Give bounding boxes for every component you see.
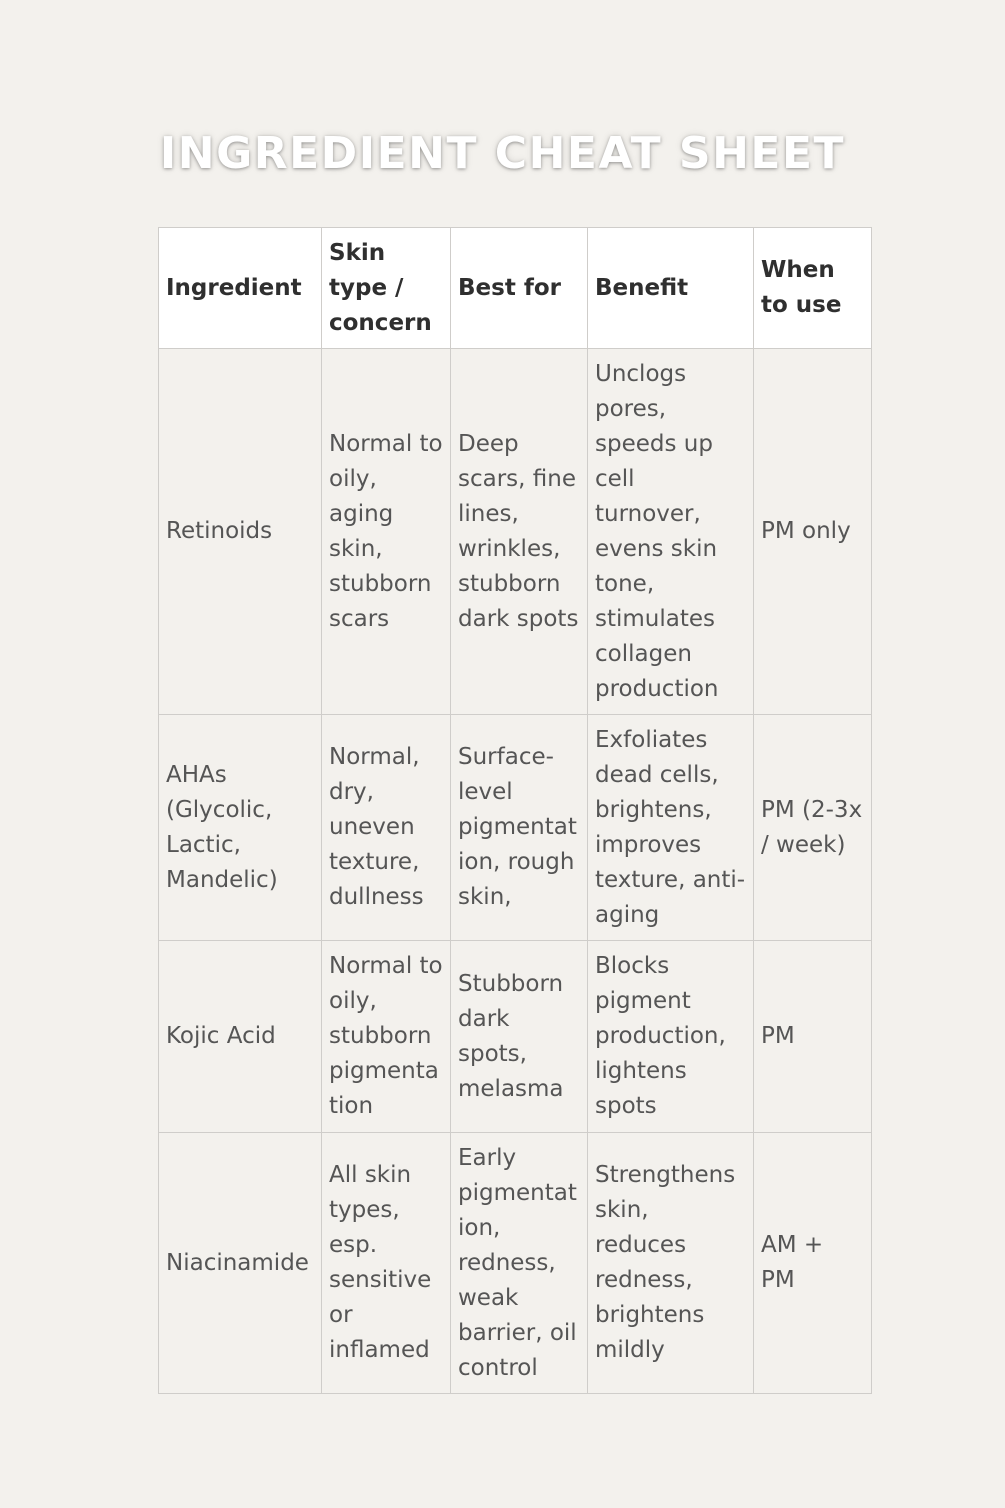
- table-header-row: [159, 228, 872, 349]
- cell-ingredient: Niacinamide: [159, 1133, 322, 1394]
- cell-when-to-use: AM + PM: [754, 1133, 872, 1394]
- cell-benefit: Unclogs pores, speeds up cell turnover, evens skin tone, stimulates collagen production: [588, 349, 754, 715]
- header-when-to-use: When to use: [754, 228, 872, 349]
- header-skin-type: Skin type / concern: [322, 228, 451, 349]
- cell-best-for: Deep scars, fine lines, wrinkles, stubborn dark spots: [451, 349, 588, 715]
- cell-skin-type: All skin types, esp. sensitive or inflamed: [322, 1133, 451, 1394]
- cell-benefit: Strengthens skin, reduces redness, brightens mildly: [588, 1133, 754, 1394]
- cell-ingredient: Kojic Acid: [159, 941, 322, 1133]
- table-row: [159, 349, 872, 715]
- cell-benefit: Exfoliates dead cells, brightens, improves texture, anti-aging: [588, 715, 754, 941]
- cell-skin-type: Normal, dry, uneven texture, dullness: [322, 715, 451, 941]
- cell-when-to-use: PM (2-3x / week): [754, 715, 872, 941]
- header-best-for: Best for: [451, 228, 588, 349]
- cell-ingredient: AHAs (Glycolic, Lactic, Mandelic): [159, 715, 322, 941]
- cell-when-to-use: PM only: [754, 349, 872, 715]
- cell-ingredient: Retinoids: [159, 349, 322, 715]
- table-row: [159, 1133, 872, 1394]
- page-title: INGREDIENT CHEAT SHEET: [159, 128, 846, 179]
- table-row: [159, 941, 872, 1133]
- cell-best-for: Stubborn dark spots, melasma: [451, 941, 588, 1133]
- header-benefit: Benefit: [588, 228, 754, 349]
- ingredient-table: [158, 227, 872, 1394]
- cell-best-for: Early pigmentation, redness, weak barrier, oil control: [451, 1133, 588, 1394]
- header-ingredient: Ingredient: [159, 228, 322, 349]
- table-row: [159, 715, 872, 941]
- cell-skin-type: Normal to oily, aging skin, stubborn scars: [322, 349, 451, 715]
- cell-best-for: Surface-level pigmentation, rough skin,: [451, 715, 588, 941]
- cell-skin-type: Normal to oily, stubborn pigmentation: [322, 941, 451, 1133]
- cell-benefit: Blocks pigment production, lightens spots: [588, 941, 754, 1133]
- cell-when-to-use: PM: [754, 941, 872, 1133]
